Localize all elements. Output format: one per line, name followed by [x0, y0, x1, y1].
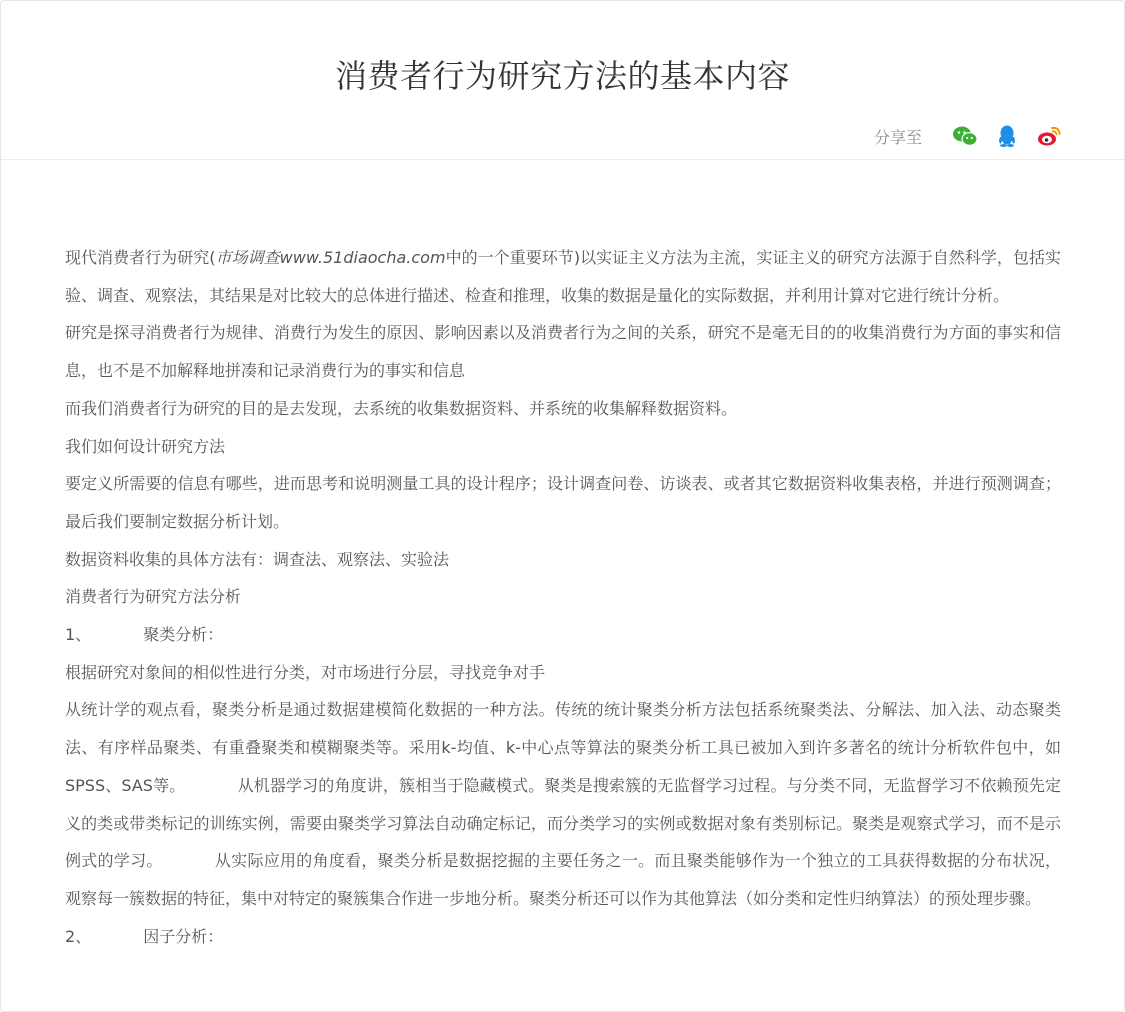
- section-heading: 2、 因子分析：: [65, 926, 224, 946]
- paragraph: 消费者行为研究方法分析: [65, 587, 242, 607]
- site-link[interactable]: 市场调查www.51diaocha.com: [215, 248, 446, 267]
- share-label: 分享至: [873, 127, 922, 147]
- paragraph: 数据资料收集的具体方法有：调查法、观察法、实验法: [65, 549, 450, 569]
- paragraph: 现代消费者行为研究(市场调查www.51diaocha.com中的一个重要环节)以实证主义方法为主流，实证主义的研究方法源于自然科学，包括实验、调查、观察法，其结果是对比较大的总体进行描述、检查和推理，收集的数据是量化的实际数据，并利用计算对它进行统计分析。: [65, 248, 1061, 305]
- paragraph: 要定义所需要的信息有哪些，进而思考和说明测量工具的设计程序；设计调查问卷、访谈表、或者其它数据资料收集表格，并进行预测调查；最后我们要制定数据分析计划。: [65, 474, 1061, 531]
- weibo-icon[interactable]: [1036, 123, 1062, 149]
- paragraph: 研究是探寻消费者行为规律、消费行为发生的原因、影响因素以及消费者行为之间的关系，研究不是毫无目的的收集消费行为方面的事实和信息，也不是不加解释地拼凑和记录消费行为的事实和信息: [65, 323, 1061, 381]
- wechat-icon[interactable]: [952, 123, 978, 149]
- article-body: [65, 239, 1061, 955]
- section-heading: 1、 聚类分析：: [65, 625, 224, 645]
- share-bar: [874, 123, 1062, 149]
- paragraph: 根据研究对象间的相似性进行分类，对市场进行分层，寻找竞争对手: [65, 662, 546, 682]
- article-title: 消费者行为研究方法的基本内容: [334, 57, 790, 95]
- paragraph: 从统计学的观点看，聚类分析是通过数据建模简化数据的一种方法。传统的统计聚类分析方法包括系统聚类法、分解法、加入法、动态聚类法、有序样品聚类、有重叠聚类和模糊聚类等。采用k-均值、k-中心点等算法的聚类分析工具已被加入到许多著名的统计分析软件包中，如SPSS、SAS等。 从机器学习的角度讲，簇相当于隐藏模式。聚类是搜索簇的无监督学习过程。与分类不同，无监督学习不依赖预先定义的类或带类标记的训练实例，需要由聚类学习算法自动确定标记，而分类学习的实例或数据对象有类别标记。聚类是观察式学习，而不是示例式的学习。 从实际应用的角度看，聚类分析是数据挖掘的主要任务之一。而且聚类能够作为一个独立的工具获得数据的分布状况，观察每一簇数据的特征，集中对特定的聚簇集合作进一步地分析。聚类分析还可以作为其他算法（如分类和定性归纳算法）的预处理步骤。: [65, 700, 1061, 908]
- qq-icon[interactable]: [994, 123, 1020, 149]
- paragraph: 我们如何设计研究方法: [65, 436, 226, 456]
- paragraph: 而我们消费者行为研究的目的是去发现，去系统的收集数据资料、并系统的收集解释数据资料。: [65, 398, 738, 418]
- article-header: [1, 1, 1124, 160]
